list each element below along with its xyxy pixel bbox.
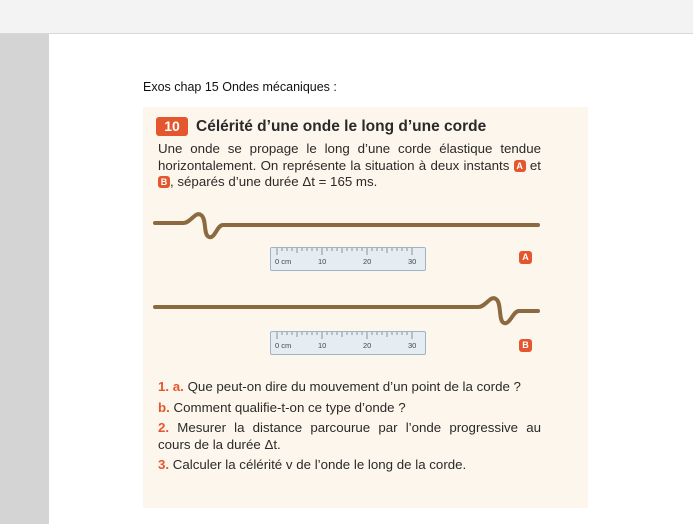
exercise-title: Célérité d’une onde le long d’une corde (196, 117, 487, 135)
ruler-a-label-20: 20 (363, 257, 372, 266)
document-title: Exos chap 15 Ondes mécaniques : (143, 80, 337, 94)
question-list (158, 379, 541, 478)
ruler-a-label-10: 10 (318, 257, 327, 266)
question-1a-number: 1. a. (158, 379, 184, 394)
instant-a-badge: A (514, 160, 526, 172)
question-1b-number: b. (158, 399, 170, 415)
top-toolbar (0, 0, 693, 34)
intro-suffix: , séparés d’une durée Δt = 165 ms. (170, 174, 378, 189)
question-3-text: Calculer la célérité v de l’onde le long de la corde. (172, 457, 467, 472)
rope-a (155, 214, 538, 237)
state-a-badge: A (519, 251, 532, 264)
exercise-card (143, 107, 588, 508)
state-b-badge: B (519, 339, 532, 352)
ruler-b (270, 331, 426, 355)
question-1b (158, 400, 541, 417)
ruler-b-label-30: 30 (408, 341, 417, 350)
ruler-a-label-0: 0 cm (275, 257, 292, 266)
question-2-text: Mesurer la distance parcourue par l’onde progressive au cours de la durée Δt. (158, 420, 541, 452)
ruler-a-label-30: 30 (408, 257, 417, 266)
instant-b-badge: B (158, 176, 170, 188)
question-3-number: 3. (158, 457, 170, 472)
intro-text: Une onde se propage le long d’une corde élastique tendue horizontalement. On représente la situation à deux instants (158, 141, 541, 173)
exercise-intro (158, 141, 541, 191)
rope-b (155, 298, 538, 323)
intro-and: et (529, 157, 541, 173)
question-1a (158, 379, 541, 396)
exercise-number: 10 (156, 117, 188, 136)
ruler-b-label-20: 20 (363, 341, 372, 350)
question-1b-text: Comment qualifie-t-on ce type d’onde ? (173, 399, 406, 415)
ruler-b-label-0: 0 cm (275, 341, 292, 350)
ruler-b-label-10: 10 (318, 341, 327, 350)
rope-figure (143, 205, 588, 355)
question-1a-text: Que peut-on dire du mouvement d’un point de la corde ? (187, 379, 521, 394)
ruler-a (270, 247, 426, 271)
ruler-a-ticks (271, 248, 425, 270)
exercise-header (156, 117, 486, 136)
question-2-number: 2. (158, 420, 170, 435)
question-2 (158, 420, 541, 453)
ruler-b-ticks (271, 332, 425, 354)
left-gutter (0, 34, 49, 524)
question-3 (158, 457, 541, 474)
